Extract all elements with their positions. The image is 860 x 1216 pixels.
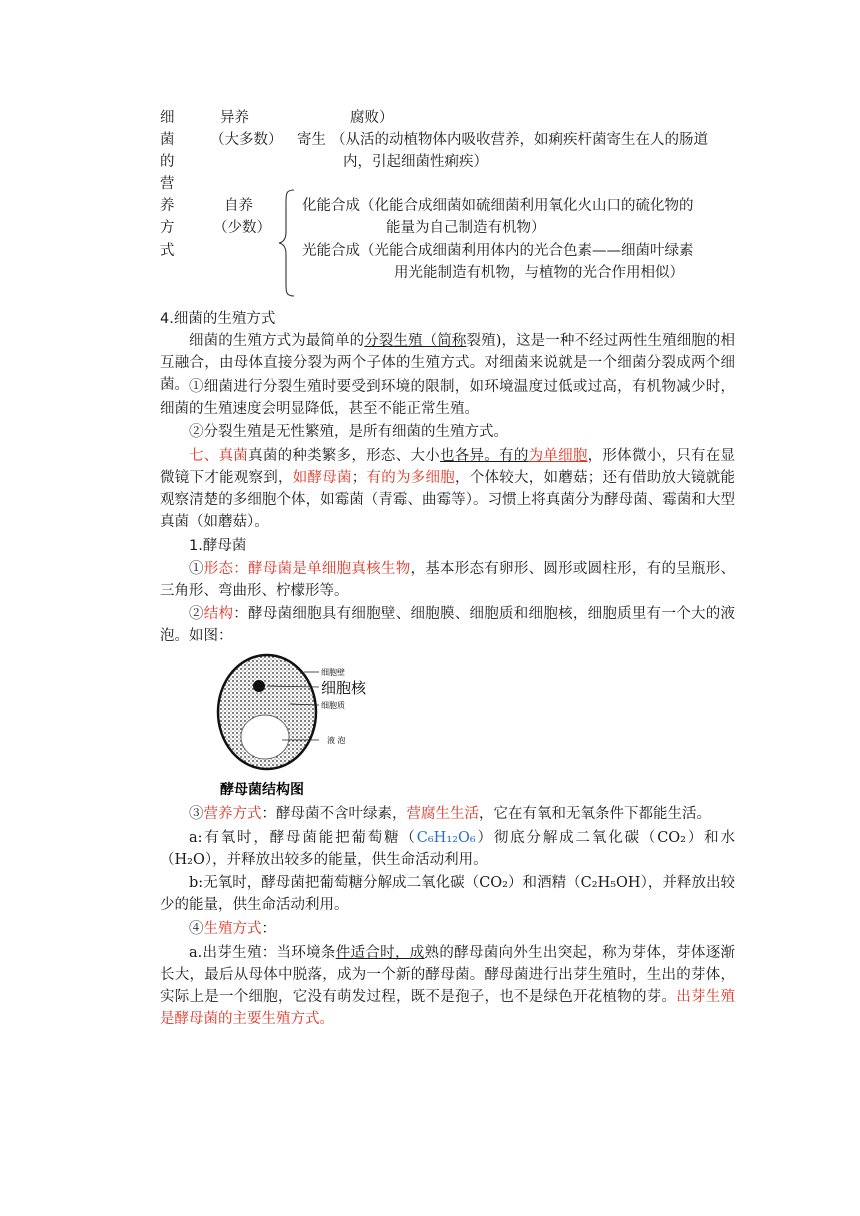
fungi-paragraph: 七、真菌真菌的种类繁多，形态、大小也各异。有的为单细胞，形体微小，只有在显微镜下才能观察到，如酵母菌；有的为多细胞，个体较大，如蘑菇；还有借助放大镜就能观察清楚的多细胞个体，如霉菌（青霉、曲霉等）。习惯上将真菌分为酵母菌、霉菌和大型真菌（如蘑菇）。 [160, 448, 736, 530]
parasitic-line1: （从活的动植物体内吸收营养，如痢疾杆菌寄生在人的肠道 [331, 132, 708, 148]
label-cytoplasm: 细胞质 [321, 701, 345, 710]
side-char: 养 [160, 198, 175, 214]
fungi-heading: 七、真菌 [189, 448, 249, 464]
section4-point1: ①细菌进行分裂生殖时要受到环境的限制，如环境温度过低或过高，有机物减少时，细菌的生殖速度会明显降低，甚至不能正常生殖。 [160, 379, 735, 417]
yeast-cell-image [212, 652, 372, 800]
section4-point2: ②分裂生殖是无性繁殖，是所有细菌的生殖方式。 [189, 424, 508, 440]
budding-paragraph: a.出芽生殖：当环境条件适合时，成熟的酵母菌向外生出突起，称为芽体，芽体逐渐长大，最后从母体中脱落，成为一个新的酵母菌。酵母菌进行出芽生殖时，生出的芽体，实际上是一个细胞，它没有萌发过程，既不是孢子，也不是绿色开花植物的芽。出芽生殖是酵母菌的主要生殖方式。 [160, 945, 736, 1027]
side-char: 式 [160, 243, 175, 259]
section4-paragraph: 细菌的生殖方式为最简单的分裂生殖（简称裂殖)，这是一种不经过两性生殖细胞的相互融合，由母体直接分裂为两个子体的生殖方式。对细菌来说就是一个细菌分裂成两个细菌。 [160, 333, 736, 393]
chemosynthesis-line2: 能量为自己制造有机物） [386, 220, 546, 236]
yeast-structure-figure [212, 652, 372, 800]
photosynthesis-line2: 用光能制造有机物，与植物的光合作用相似） [394, 265, 684, 281]
section4-heading: 4.细菌的生殖方式 [160, 311, 276, 327]
side-char: 营 [160, 176, 175, 192]
anaerobic-paragraph: b:无氧时，酵母菌把葡萄糖分解成二氧化碳（CO₂）和酒精（C₂H₅OH），并释放出较少的能量，供生命活动利用。 [160, 875, 735, 913]
parasitic-label: 寄生 [297, 132, 326, 148]
yeast-form: ①形态：酵母菌是单细胞真核生物，基本形态有卵形、圆形或圆柱形，有的呈瓶形、三角形、弯曲形、柠檬形等。 [160, 561, 736, 599]
autotroph-note: （少数） [213, 220, 271, 236]
photosynthesis-line1: 光能合成（光能合成细菌利用体内的光合色素——细菌叶绿素 [302, 243, 694, 259]
chemosynthesis-line1: 化能合成（化能合成细菌如硫细菌利用氧化火山口的硫化物的 [302, 198, 694, 214]
brace-icon [278, 188, 298, 298]
aerobic-paragraph: a:有氧时，酵母菌能把葡萄糖（C₆H₁₂O₆）彻底分解成二氧化碳（CO₂）和水（H₂O），并释放出较多的能量，供生命活动利用。 [160, 830, 736, 868]
yeast-structure: ②结构：酵母菌细胞具有细胞壁、细胞膜、细胞质和细胞核，细胞质里有一个大的液泡。如图： [160, 606, 736, 644]
parasitic-line2: 内，引起细菌性痢疾） [343, 154, 488, 170]
side-char: 细 [160, 110, 175, 126]
label-vacuole: 液 泡 [327, 736, 346, 745]
yeast-nutrition: ③营养方式：酵母菌不含叶绿素，营腐生生活，它在有氧和无氧条件下都能生活。 [189, 806, 711, 822]
side-char: 方 [160, 220, 175, 236]
label-cell-wall: 细胞壁 [321, 668, 345, 677]
saprophytic-end: 腐败） [350, 110, 394, 126]
yeast-heading: 1.酵母菌 [189, 538, 247, 554]
label-nucleus: 细胞核 [321, 679, 367, 697]
side-char: 的 [160, 154, 175, 170]
side-char: 菌 [160, 132, 175, 148]
autotroph-label: 自养 [224, 198, 253, 214]
heterotroph-note: （大多数） [210, 132, 283, 148]
heterotroph-label: 异养 [220, 110, 249, 126]
figure-caption: 酵母菌结构图 [220, 782, 304, 798]
yeast-reproduction: ④生殖方式： [189, 921, 276, 937]
glucose-formula: C₆H₁₂O₆ [416, 830, 476, 846]
